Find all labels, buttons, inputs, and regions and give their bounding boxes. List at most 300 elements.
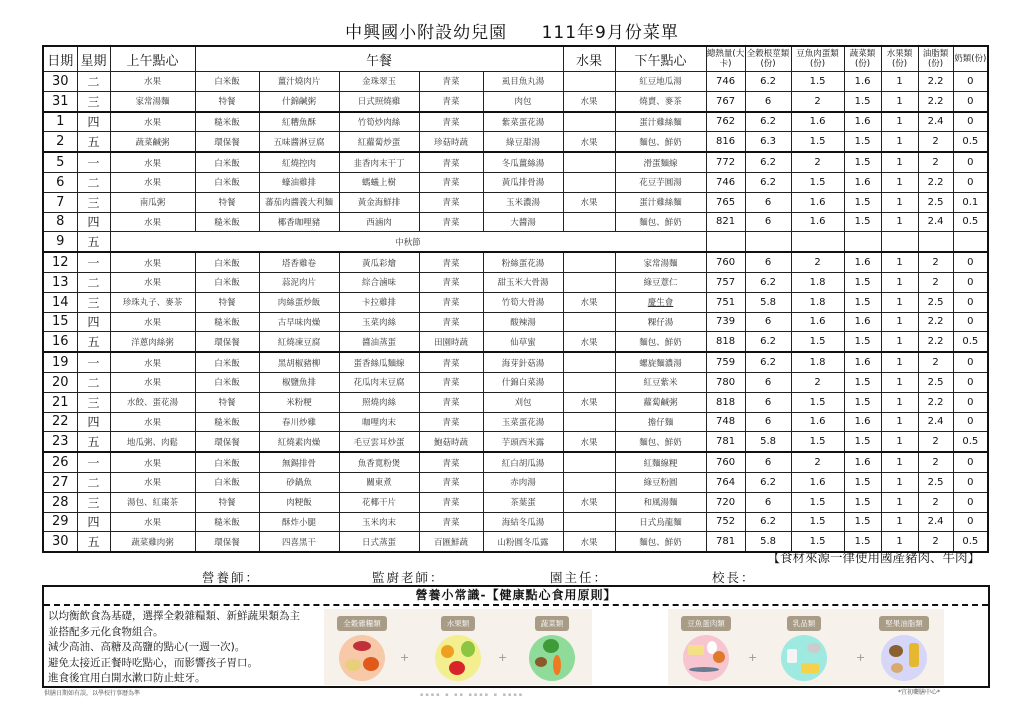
cell-fruit-servings: 1 [881,112,918,132]
cell-pm-snack: 粿仔湯 [615,312,706,332]
cell-vegetable: 青菜 [419,312,483,332]
cell-calories: 748 [706,412,745,432]
cell-veg-servings: 1.5 [844,332,881,352]
cell-fruit [563,72,615,92]
cell-fruit-servings: 1 [881,192,918,212]
cell-grains: 6 [745,192,791,212]
menu-table [42,45,989,553]
cell-side-dish: 黃瓜彩燴 [339,252,419,272]
cell-vegetable: 青菜 [419,192,483,212]
cell-milk: 0.5 [953,432,988,452]
cell-empty [953,232,988,252]
nutrition-tips-box [42,585,990,688]
cell-protein: 1.6 [791,112,844,132]
cell-am-snack: 水果 [110,472,195,492]
cell-weekday: 五 [77,532,110,552]
cell-veg-servings: 1.6 [844,252,881,272]
cell-veg-servings: 1.5 [844,392,881,412]
cell-am-snack: 水餃、蛋花湯 [110,392,195,412]
cell-calories: 818 [706,332,745,352]
cell-main-dish: 紅燒控肉 [259,152,339,172]
table-row [43,492,988,512]
cell-pm-snack: 麵包、鮮奶 [615,532,706,552]
cell-empty [918,232,953,252]
cell-main-dish: 五味醬淋豆腐 [259,132,339,152]
cell-pm-snack: 紅豆紫米 [615,372,706,392]
cell-calories: 781 [706,432,745,452]
cell-side-dish: 咖哩肉末 [339,412,419,432]
cell-date: 23 [43,432,77,452]
cell-staple: 白米飯 [195,352,259,372]
cell-am-snack: 水果 [110,152,195,172]
cell-calories: 759 [706,352,745,372]
cell-fruit-servings: 1 [881,412,918,432]
cell-soup: 海結冬瓜湯 [483,512,563,532]
cell-calories: 818 [706,392,745,412]
cell-fruit: 水果 [563,392,615,412]
cell-grains: 6.2 [745,172,791,192]
plus-icon: + [856,651,866,664]
ingredient-source-note: 【食材來源一律使用國產豬肉、牛肉】 [767,550,980,565]
cell-vegetable: 青菜 [419,272,483,292]
cell-protein: 2 [791,91,844,111]
cell-staple: 環保餐 [195,332,259,352]
tip-line: 進食後宜用白開水漱口防止蛀牙。 [48,672,206,684]
cell-pm-snack: 紅麵線粳 [615,452,706,472]
cell-milk: 0 [953,312,988,332]
cell-fruit-servings: 1 [881,132,918,152]
cell-date: 30 [43,72,77,92]
cell-protein: 1.5 [791,532,844,552]
cell-oil: 2.5 [918,372,953,392]
header-pm-snack: 下午點心 [615,46,706,72]
cell-protein: 1.6 [791,312,844,332]
table-row [43,352,988,372]
cell-main-dish: 紅燒凍豆腐 [259,332,339,352]
table-row [43,91,988,111]
tip-line: 並搭配多元化食物組合。 [48,625,164,638]
cell-weekday: 一 [77,452,110,472]
header-milk: 奶類(份) [953,46,988,72]
cell-milk: 0 [953,392,988,412]
cell-fruit: 水果 [563,432,615,452]
cell-veg-servings: 1.5 [844,492,881,512]
cell-oil: 2 [918,492,953,512]
school-name: 中興國小附設幼兒園 [345,23,508,43]
cell-am-snack: 地瓜粥、肉鬆 [110,432,195,452]
cell-milk: 0.5 [953,532,988,552]
cell-oil: 2.2 [918,332,953,352]
cell-main-dish: 酥炸小腿 [259,512,339,532]
cell-fruit-servings: 1 [881,292,918,312]
cell-vegetable: 青菜 [419,72,483,92]
cell-oil: 2 [918,272,953,292]
header-grains: 全穀根莖類(份) [745,46,791,72]
header-veg: 蔬菜類(份) [844,46,881,72]
cell-soup: 赤肉湯 [483,472,563,492]
cell-oil: 2.2 [918,312,953,332]
cell-fruit [563,412,615,432]
nuts-oils-icon [881,635,927,681]
cell-vegetable: 珍菇時蔬 [419,132,483,152]
cell-fruit-servings: 1 [881,72,918,92]
food-group-vegetables: 蔬菜類 [524,611,580,681]
cell-milk: 0 [953,472,988,492]
cell-staple: 白米飯 [195,272,259,292]
cell-vegetable: 青菜 [419,252,483,272]
table-row [43,152,988,172]
cell-side-dish: 照燒肉絲 [339,392,419,412]
cell-am-snack: 水果 [110,272,195,292]
cell-weekday: 一 [77,252,110,272]
cell-vegetable: 青菜 [419,412,483,432]
cell-vegetable: 青菜 [419,91,483,111]
cell-grains: 6 [745,452,791,472]
cell-fruit [563,512,615,532]
cell-protein: 1.8 [791,352,844,372]
fruit-icon [435,635,481,681]
cell-fruit [563,372,615,392]
cell-vegetable: 鮑菇時蔬 [419,432,483,452]
cell-grains: 6.2 [745,112,791,132]
cell-oil: 2.2 [918,72,953,92]
cell-grains: 6.2 [745,72,791,92]
cell-weekday: 二 [77,372,110,392]
cell-calories: 720 [706,492,745,512]
cell-main-dish: 什錦鹹粥 [259,91,339,111]
cell-protein: 2 [791,152,844,172]
cell-protein: 1.8 [791,272,844,292]
cell-main-dish: 春川炒雞 [259,412,339,432]
cell-calories: 760 [706,252,745,272]
cell-side-dish: 日式照燒雞 [339,91,419,111]
cell-oil: 2.4 [918,512,953,532]
cell-weekday: 五 [77,332,110,352]
cell-date: 19 [43,352,77,372]
cell-soup: 茶葉蛋 [483,492,563,512]
cell-fruit: 水果 [563,332,615,352]
cell-am-snack: 家常湯麵 [110,91,195,111]
cell-staple: 白米飯 [195,252,259,272]
cell-grains: 6.2 [745,152,791,172]
cell-pm-snack: 麵包、鮮奶 [615,132,706,152]
protein-icon [683,635,729,681]
cell-date: 16 [43,332,77,352]
cell-side-dish: 蛋香絲瓜麵線 [339,352,419,372]
cell-am-snack: 蔬菜鹹粥 [110,132,195,152]
footer-credit: *宜初藥膳中心* [898,689,941,696]
cell-staple: 糙米飯 [195,112,259,132]
cell-side-dish: 紅蘿蔔炒蛋 [339,132,419,152]
cell-staple: 環保餐 [195,532,259,552]
cell-main-dish: 古早味肉燥 [259,312,339,332]
header-date: 日期 [43,46,77,72]
cell-soup: 肉包 [483,91,563,111]
cell-vegetable: 青菜 [419,372,483,392]
cell-empty [844,232,881,252]
cell-staple: 白米飯 [195,152,259,172]
cell-calories: 781 [706,532,745,552]
cell-weekday: 三 [77,392,110,412]
cell-fruit-servings: 1 [881,252,918,272]
cell-soup: 酸辣湯 [483,312,563,332]
table-row [43,272,988,292]
cell-vegetable: 青菜 [419,112,483,132]
food-group-dairy: 乳品類 [776,611,832,681]
cell-milk: 0 [953,252,988,272]
cell-fruit [563,472,615,492]
cell-fruit-servings: 1 [881,272,918,292]
cell-main-dish: 塔香雞卷 [259,252,339,272]
cell-weekday: 三 [77,292,110,312]
cell-date: 12 [43,252,77,272]
cell-milk: 0 [953,72,988,92]
cell-vegetable: 青菜 [419,472,483,492]
cell-milk: 0 [953,172,988,192]
plus-icon: + [400,651,410,664]
cell-date: 13 [43,272,77,292]
cell-calories: 816 [706,132,745,152]
cell-grains: 6 [745,412,791,432]
table-row [43,312,988,332]
cell-weekday: 五 [77,132,110,152]
table-row [43,512,988,532]
cell-am-snack: 水果 [110,352,195,372]
cell-calories: 764 [706,472,745,492]
cell-veg-servings: 1.6 [844,172,881,192]
cell-pm-snack: 日式烏龍麵 [615,512,706,532]
food-groups-left [324,609,592,685]
cell-vegetable: 青菜 [419,152,483,172]
cell-date: 29 [43,512,77,532]
cell-grains: 6.2 [745,512,791,532]
cell-calories: 760 [706,452,745,472]
cell-vegetable: 青菜 [419,452,483,472]
cell-fruit: 水果 [563,91,615,111]
cell-pm-snack: 和風湯麵 [615,492,706,512]
cell-staple: 白米飯 [195,472,259,492]
cell-main-dish: 四喜黑干 [259,532,339,552]
cell-weekday: 四 [77,112,110,132]
cell-vegetable: 青菜 [419,172,483,192]
plus-icon: + [498,651,508,664]
cell-weekday: 四 [77,412,110,432]
cell-staple: 糙米飯 [195,412,259,432]
cell-am-snack: 水果 [110,452,195,472]
cell-fruit: 水果 [563,292,615,312]
cell-soup: 黃瓜排骨湯 [483,172,563,192]
cell-weekday: 一 [77,352,110,372]
table-row [43,392,988,412]
cell-date: 9 [43,232,77,252]
cell-soup: 綠豆甜湯 [483,132,563,152]
table-row [43,232,988,252]
cell-grains: 6 [745,212,791,232]
vegetables-icon [529,635,575,681]
cell-weekday: 一 [77,152,110,172]
table-row [43,292,988,312]
cell-side-dish: 竹筍炒肉絲 [339,112,419,132]
cell-fruit-servings: 1 [881,492,918,512]
cell-staple: 環保餐 [195,432,259,452]
cell-main-dish: 蠔油雞排 [259,172,339,192]
cell-fruit [563,252,615,272]
header-am-snack: 上午點心 [110,46,195,72]
cell-calories: 751 [706,292,745,312]
cell-oil: 2.5 [918,472,953,492]
cell-soup: 海芽針菇湯 [483,352,563,372]
cell-grains: 6.2 [745,352,791,372]
cell-date: 2 [43,132,77,152]
cell-grains: 5.8 [745,532,791,552]
cell-main-dish: 黑胡椒豬柳 [259,352,339,372]
cell-milk: 0 [953,512,988,532]
table-row [43,412,988,432]
cell-vegetable: 青菜 [419,352,483,372]
page-title [0,18,1024,43]
cell-oil: 2.5 [918,192,953,212]
cell-date: 8 [43,212,77,232]
cell-side-dish: 花椰干片 [339,492,419,512]
cell-fruit-servings: 1 [881,472,918,492]
cell-pm-snack: 麵包、鮮奶 [615,432,706,452]
cell-soup: 玉菜蛋花湯 [483,412,563,432]
cell-grains: 6 [745,252,791,272]
cell-vegetable: 青菜 [419,492,483,512]
cell-protein: 1.6 [791,412,844,432]
cell-milk: 0 [953,112,988,132]
cell-pm-snack: 花豆芋圓湯 [615,172,706,192]
cell-soup: 仙草蜜 [483,332,563,352]
header-lunch: 午餐 [195,46,563,72]
cell-weekday: 五 [77,232,110,252]
sign-supervisor: 監廚老師： [372,570,445,585]
cell-fruit-servings: 1 [881,352,918,372]
cell-soup: 玉米濃湯 [483,192,563,212]
cell-am-snack: 水果 [110,512,195,532]
cell-milk: 0.5 [953,212,988,232]
cell-fruit-servings: 1 [881,372,918,392]
cell-milk: 0 [953,91,988,111]
cell-weekday: 四 [77,212,110,232]
cell-main-dish: 砂鍋魚 [259,472,339,492]
cell-pm-snack: 蛋汁雞絲麵 [615,192,706,212]
cell-main-dish: 紅糟魚酥 [259,112,339,132]
cell-calories: 739 [706,312,745,332]
cell-veg-servings: 1.5 [844,132,881,152]
cell-staple: 白米飯 [195,452,259,472]
cell-veg-servings: 1.5 [844,91,881,111]
cell-milk: 0 [953,412,988,432]
table-row [43,72,988,92]
cell-soup: 粉絲蛋花湯 [483,252,563,272]
cell-am-snack: 珍珠丸子、麥茶 [110,292,195,312]
cell-calories: 752 [706,512,745,532]
cell-veg-servings: 1.5 [844,372,881,392]
cell-fruit [563,112,615,132]
cell-weekday: 二 [77,172,110,192]
cell-staple: 特餐 [195,192,259,212]
table-row [43,432,988,452]
cell-side-dish: 魚香寬粉煲 [339,452,419,472]
cell-oil: 2 [918,352,953,372]
cell-side-dish: 玉菜肉絲 [339,312,419,332]
cell-main-dish: 薑汁燒肉片 [259,72,339,92]
nutrition-text [48,609,300,687]
cell-oil: 2.2 [918,172,953,192]
cell-main-dish: 蒜泥肉片 [259,272,339,292]
cell-protein: 1.6 [791,472,844,492]
cell-vegetable: 田園時蔬 [419,332,483,352]
cell-pm-snack: 麵包、鮮奶 [615,332,706,352]
cell-pm-snack: 螺旋麵濃湯 [615,352,706,372]
cell-side-dish: 綜合滷味 [339,272,419,292]
cell-veg-servings: 1.5 [844,472,881,492]
cell-soup: 大醬湯 [483,212,563,232]
cell-weekday: 二 [77,472,110,492]
cell-staple: 糙米飯 [195,212,259,232]
cell-side-dish: 螞蟻上樹 [339,172,419,192]
cell-weekday: 五 [77,432,110,452]
cell-staple: 特餐 [195,492,259,512]
table-row [43,112,988,132]
food-group-fruit: 水果類 [430,611,486,681]
cell-calories: 746 [706,172,745,192]
cell-calories: 762 [706,112,745,132]
cell-fruit: 水果 [563,532,615,552]
cell-am-snack: 水果 [110,72,195,92]
cell-vegetable: 青菜 [419,392,483,412]
cell-protein: 1.5 [791,512,844,532]
cell-oil: 2.5 [918,292,953,312]
footer-faded-text: ▪▪▪▪ ▪ ▪▪ ▪▪▪▪ ▪ ▪▪▪▪ [420,692,525,698]
cell-grains: 6 [745,372,791,392]
cell-oil: 2.2 [918,91,953,111]
cell-side-dish: 卡拉雞排 [339,292,419,312]
cell-side-dish: 關東煮 [339,472,419,492]
cell-pm-snack: 紅豆地瓜湯 [615,72,706,92]
cell-date: 14 [43,292,77,312]
cell-fruit-servings: 1 [881,392,918,412]
cell-oil: 2 [918,152,953,172]
cell-protein: 1.5 [791,172,844,192]
cell-oil: 2.2 [918,392,953,412]
cell-main-dish: 肉絲蛋炒飯 [259,292,339,312]
cell-date: 15 [43,312,77,332]
cell-date: 5 [43,152,77,172]
cell-protein: 2 [791,452,844,472]
cell-calories: 767 [706,91,745,111]
cell-pm-snack: 家常湯麵 [615,252,706,272]
cell-pm-snack: 蘿蔔鹹粥 [615,392,706,412]
grains-icon [339,635,385,681]
cell-milk: 0.1 [953,192,988,212]
table-row [43,172,988,192]
cell-milk: 0 [953,352,988,372]
cell-veg-servings: 1.6 [844,112,881,132]
cell-soup: 冬瓜薑絲湯 [483,152,563,172]
cell-holiday: 中秋節 [110,232,706,252]
tip-line: 減少高油、高糖及高鹽的點心(一週一次)。 [48,641,246,653]
cell-fruit: 水果 [563,492,615,512]
cell-vegetable: 青菜 [419,292,483,312]
cell-empty [745,232,791,252]
cell-veg-servings: 1.6 [844,72,881,92]
cell-protein: 1.8 [791,292,844,312]
cell-main-dish: 紅燒素肉燥 [259,432,339,452]
header-fruit: 水果 [563,46,615,72]
cell-oil: 2 [918,532,953,552]
